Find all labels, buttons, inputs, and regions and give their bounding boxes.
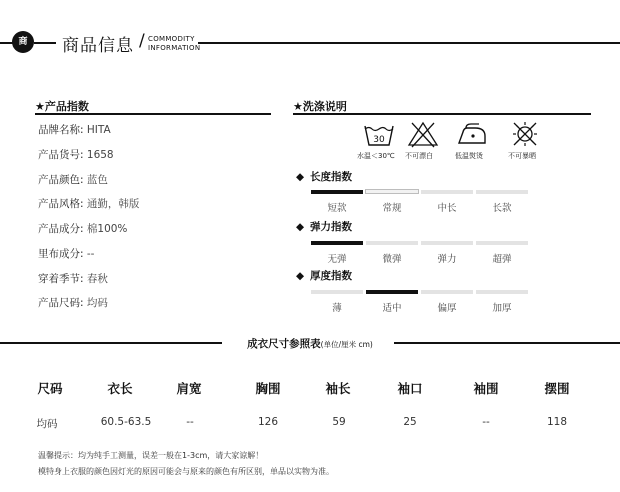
length-index-title [296, 169, 352, 184]
spec-row-brand [38, 122, 111, 137]
header-rule-right [198, 42, 620, 44]
spec-label: 产品成分: [38, 223, 84, 235]
size-cell: -- [482, 416, 490, 428]
size-cell: 25 [403, 416, 417, 428]
size-rule-right [394, 342, 620, 344]
color-note: 模特身上衣服的颜色因灯光的原因可能会与原来的颜色有所区别，单品以实物为准。 [38, 467, 334, 476]
no-bleach-icon [406, 120, 440, 148]
spec-row-material [38, 221, 127, 236]
diamond-icon: ◆ [296, 171, 305, 183]
thickness-index-label: 厚度指数 [310, 270, 352, 282]
care-label-bleach: 不可漂白 [405, 152, 433, 160]
spec-label: 产品尺码: [38, 297, 84, 309]
title-en-line2: INFORMATION [148, 44, 201, 52]
size-header: 衣长 [107, 381, 133, 396]
size-cell: 59 [332, 416, 346, 428]
spec-value: -- [86, 248, 95, 260]
length-seg-2 [365, 189, 419, 194]
wash-30-icon [362, 120, 396, 148]
spec-value: 通勤，韩版 [86, 198, 140, 210]
size-table-title-text: 成衣尺寸参照表 [247, 338, 321, 350]
spec-value: 蓝色 [86, 174, 108, 186]
spec-value: 1658 [86, 149, 114, 161]
thickness-seg-3 [421, 290, 473, 294]
length-seg-1 [311, 190, 363, 194]
spec-label: 产品货号: [38, 149, 84, 161]
size-cell: 126 [257, 416, 279, 428]
brand-logo [12, 31, 34, 53]
elasticity-index-title [296, 219, 352, 234]
size-header: 袖口 [397, 381, 423, 396]
care-label-sun: 不可暴晒 [508, 152, 536, 160]
spec-value: HITA [86, 124, 111, 136]
header-rule-mid [34, 42, 56, 44]
spec-value: 棉100% [86, 223, 128, 235]
spec-label: 里布成分: [38, 248, 84, 260]
spec-row-season [38, 271, 108, 286]
measurement-note: 温馨提示：均为纯手工测量，误差一般在1-3cm，请大家谅解！ [38, 451, 264, 460]
thickness-seg-2 [366, 290, 418, 294]
care-heading-rule [293, 113, 591, 115]
thickness-index-title [296, 268, 352, 283]
elasticity-option: 弹力 [437, 254, 457, 265]
size-header: 袖围 [473, 381, 499, 396]
diamond-icon: ◆ [296, 221, 305, 233]
page-title: 商品信息 [62, 36, 134, 56]
size-header: 肩宽 [176, 381, 202, 396]
thickness-seg-4 [476, 290, 528, 294]
length-seg-3 [421, 190, 473, 194]
care-heading: ★洗涤说明 [293, 100, 347, 113]
size-header: 摆围 [544, 381, 570, 396]
length-seg-4 [476, 190, 528, 194]
spec-label: 产品风格: [38, 198, 84, 210]
title-en-line1: COMMODITY [148, 35, 195, 43]
spec-row-lining [38, 246, 94, 261]
size-header: 尺码 [37, 381, 63, 396]
size-cell: 均码 [36, 418, 58, 430]
elasticity-seg-4 [476, 241, 528, 245]
spec-value: 均码 [86, 297, 108, 309]
elasticity-seg-3 [421, 241, 473, 245]
wash-temp-text: 30 [373, 135, 385, 145]
spec-row-color [38, 172, 108, 187]
specs-heading-rule [35, 113, 271, 115]
spec-label: 穿着季节: [38, 273, 84, 285]
elasticity-option: 微弹 [382, 254, 402, 265]
care-label-iron: 低温熨烫 [455, 152, 483, 160]
thickness-option: 适中 [382, 303, 402, 314]
length-index-label: 长度指数 [310, 171, 352, 183]
spec-label: 品牌名称: [38, 124, 84, 136]
diamond-icon: ◆ [296, 270, 305, 282]
care-label-wash: 水温＜30℃ [357, 152, 395, 160]
thickness-seg-1 [311, 290, 363, 294]
elasticity-option: 无弹 [327, 254, 347, 265]
title-separator: / [139, 31, 145, 51]
brand-logo-text: 商 [18, 37, 28, 47]
length-option: 常规 [382, 203, 402, 214]
length-option: 长款 [492, 203, 512, 214]
size-table-unit: (单位/厘米 cm) [320, 340, 373, 349]
spec-row-style [38, 196, 139, 211]
low-iron-icon [455, 120, 489, 148]
elasticity-index-label: 弹力指数 [310, 221, 352, 233]
thickness-option: 偏厚 [437, 303, 457, 314]
spec-row-item-no [38, 147, 114, 162]
size-header: 袖长 [325, 381, 351, 396]
size-cell: 60.5-63.5 [100, 416, 152, 428]
length-option: 短款 [327, 203, 347, 214]
length-option: 中长 [437, 203, 457, 214]
spec-value: 春秋 [86, 273, 108, 285]
specs-heading: ★产品指数 [35, 100, 89, 113]
size-cell: -- [186, 416, 194, 428]
no-sun-dry-icon [508, 120, 542, 148]
thickness-option: 薄 [332, 303, 342, 314]
thickness-option: 加厚 [492, 303, 512, 314]
spec-label: 产品颜色: [38, 174, 84, 186]
elasticity-seg-1 [311, 241, 363, 245]
size-header: 胸围 [255, 381, 281, 396]
spec-row-size [38, 295, 108, 310]
elasticity-seg-2 [366, 241, 418, 245]
elasticity-option: 超弹 [492, 254, 512, 265]
size-cell: 118 [546, 416, 568, 428]
